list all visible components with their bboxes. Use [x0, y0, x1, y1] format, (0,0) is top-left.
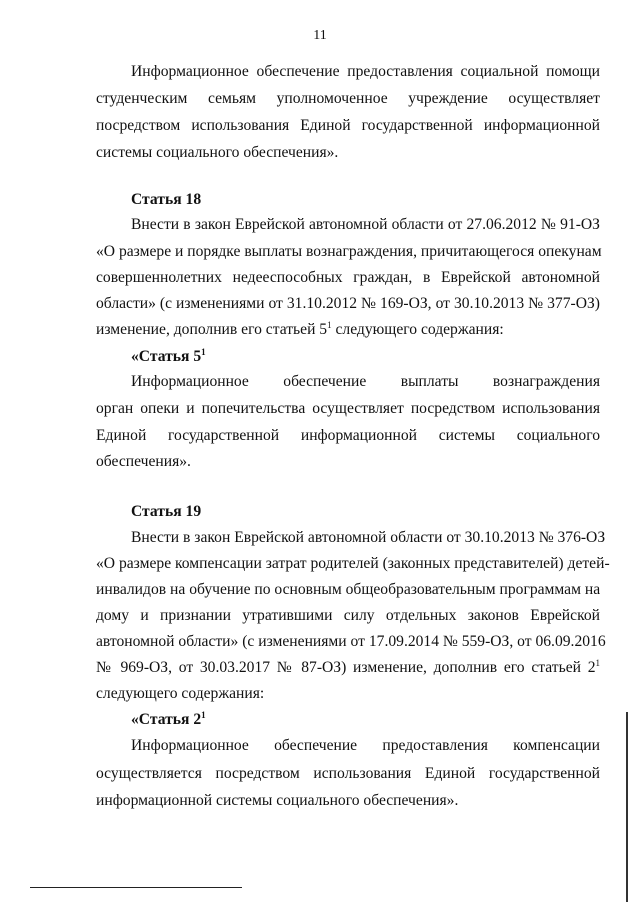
page-number: 11: [313, 28, 327, 43]
paragraph-line: обеспечения».: [96, 453, 191, 470]
paragraph-line: Единой государственной информационной системы социального: [96, 427, 600, 444]
paragraph-line: «О размере и порядке выплаты вознаграждения, причитающегося опекунам: [96, 243, 602, 260]
paragraph-line: [96, 320, 600, 340]
paragraph-line: студенческим семьям уполномоченное учреждение осуществляет: [96, 90, 600, 107]
paragraph-line: Внести в закон Еврейской автономной области от 30.10.2013 № 376-ОЗ: [131, 529, 606, 546]
paragraph-line: инвалидов на обучение по основным общеобразовательным программам на: [96, 581, 601, 598]
article-5-1-heading: [131, 347, 600, 367]
superscript: 1: [327, 320, 332, 330]
paragraph-line: совершеннолетних недееспособных граждан, в Еврейской автономной: [96, 269, 600, 286]
text-run: изменение, дополнив его статьей 5: [96, 321, 328, 338]
paragraph-line: области» (с изменениями от 31.10.2012 № 169-ОЗ, от 30.10.2013 № 377-ОЗ): [96, 295, 600, 312]
paragraph-line: осуществляется посредством использования Единой государственной: [96, 765, 600, 782]
paragraph-line: «О размере компенсации затрат родителей (законных представителей) детей-: [96, 555, 610, 572]
paragraph-line: автономной области» (с изменениями от 17.09.2014 № 559-ОЗ, от 06.09.2016: [96, 633, 606, 650]
paragraph-line: информационной системы социального обеспечения».: [96, 792, 459, 809]
superscript: 1: [201, 710, 206, 720]
text-run: «Статья 5: [131, 348, 202, 365]
paragraph-line: Информационное обеспечение предоставления социальной помощи: [131, 63, 600, 80]
article-19-heading: Статья 19: [131, 503, 202, 520]
paragraph-line: системы социального обеспечения».: [96, 144, 339, 161]
paragraph-line: Информационное обеспечение выплаты вознаграждения: [131, 373, 600, 390]
text-run: «Статья 2: [131, 711, 202, 728]
superscript: 1: [201, 347, 206, 357]
text-run: № 969-ОЗ, от 30.03.2017 № 87-ОЗ) изменение, дополнив его статьей 2: [96, 659, 596, 676]
paragraph-line: орган опеки и попечительства осуществляет посредством использования: [96, 400, 600, 417]
scan-edge-mark: [626, 712, 628, 902]
paragraph-line: Информационное обеспечение предоставления компенсации: [131, 737, 600, 754]
text-run: следующего содержания:: [331, 321, 504, 338]
article-18-heading: Статья 18: [131, 191, 202, 208]
footer-rule: [30, 887, 242, 888]
paragraph-line: Внести в закон Еврейской автономной области от 27.06.2012 № 91-ОЗ: [131, 216, 600, 233]
paragraph-line: дому и признании утратившими силу отдельных законов Еврейской: [96, 607, 600, 624]
paragraph-line: следующего содержания:: [96, 685, 265, 702]
paragraph-line: [96, 658, 600, 678]
superscript: 1: [595, 658, 600, 668]
paragraph-line: посредством использования Единой государственной информационной: [96, 117, 600, 134]
article-2-1-heading: [131, 710, 600, 730]
